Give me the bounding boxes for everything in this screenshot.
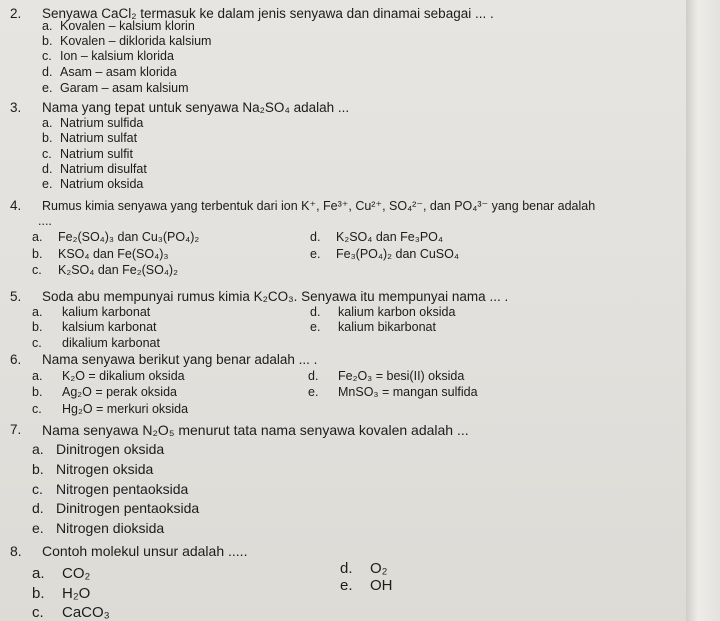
question-text: Senyawa CaCl₂ termasuk ke dalam jenis senyawa dan dinamai sebagai ... .	[42, 6, 494, 21]
q6-option-c: c. Hg₂O = merkuri oksida	[32, 402, 189, 416]
q7-option-c: c. Nitrogen pentaoksida	[32, 481, 189, 497]
q3-option-b: b. Natrium sulfat	[42, 131, 138, 145]
question-text: Rumus kimia senyawa yang terbentuk dari ion K⁺, Fe³⁺, Cu²⁺, SO₄²⁻, dan PO₄³⁻ yang benar adalah	[42, 199, 596, 213]
page-edge	[686, 0, 720, 621]
q5-option-d: d. kalium karbon oksida	[310, 305, 456, 319]
question-number: 5.	[10, 289, 22, 304]
q4-option-a: a. Fe₂(SO₄)₃ dan Cu₃(PO₄)₂	[32, 230, 200, 244]
q4-option-e: e. Fe₃(PO₄)₂ dan CuSO₄	[310, 247, 459, 261]
q5-option-e: e. kalium bikarbonat	[310, 320, 436, 334]
q3-option-e: e. Natrium oksida	[42, 177, 144, 191]
question-text: Nama senyawa berikut yang benar adalah ... .	[42, 352, 318, 367]
q5-option-c: c. dikalium karbonat	[32, 336, 160, 350]
q7-option-d: d. Dinitrogen pentaoksida	[32, 500, 200, 516]
q4-option-c: c. K₂SO₄ dan Fe₂(SO₄)₂	[32, 263, 178, 277]
question-number: 8.	[10, 543, 22, 559]
q6-option-a: a. K₂O = dikalium oksida	[32, 369, 185, 383]
q5-option-a: a. kalium karbonat	[32, 305, 151, 319]
question-number: 6.	[10, 352, 22, 367]
q7-option-a: a. Dinitrogen oksida	[32, 441, 165, 457]
q6-option-b: b. Ag₂O = perak oksida	[32, 385, 177, 399]
q3-option-c: c. Natrium sulfit	[42, 147, 133, 161]
q8-option-a: a. CO₂	[32, 565, 91, 582]
q7-option-b: b. Nitrogen oksida	[32, 461, 154, 477]
q3-option-d: d. Natrium disulfat	[42, 162, 147, 176]
q8-option-b: b. H₂O	[32, 585, 91, 602]
question-text: Contoh molekul unsur adalah .....	[42, 543, 248, 559]
q2-option-b: b. Kovalen – diklorida kalsium	[42, 34, 212, 48]
q8-option-d: d. O₂	[340, 560, 388, 577]
question-text: Soda abu mempunyai rumus kimia K₂CO₃. Senyawa itu mempunyai nama ... .	[42, 289, 509, 304]
question-text: Nama yang tepat untuk senyawa Na₂SO₄ adalah ...	[42, 100, 350, 115]
question-number: 3.	[10, 100, 22, 115]
question-number: 2.	[10, 6, 22, 21]
q6-option-d: d. Fe₂O₃ = besi(II) oksida	[308, 369, 465, 383]
q4-option-d: d. K₂SO₄ dan Fe₃PO₄	[310, 230, 443, 244]
question-number: 7.	[10, 422, 22, 437]
q6-option-e: e. MnSO₃ = mangan sulfida	[308, 385, 478, 399]
q8-option-e: e. OH	[340, 577, 393, 594]
q4-option-b: b. KSO₄ dan Fe(SO₄)₃	[32, 247, 169, 261]
q8-option-c: c. CaCO₃	[32, 604, 110, 621]
q5-option-b: b. kalsium karbonat	[32, 320, 157, 334]
q2-option-a: a. Kovalen – kalsium klorin	[42, 19, 195, 33]
question-text: Nama senyawa N₂O₅ menurut tata nama senyawa kovalen adalah ...	[42, 422, 469, 438]
q2-option-e: e. Garam – asam kalsium	[42, 81, 189, 95]
q4-dots: ....	[38, 214, 52, 228]
q7-option-e: e. Nitrogen dioksida	[32, 520, 165, 536]
q2-option-d: d. Asam – asam klorida	[42, 65, 177, 79]
question-number: 4.	[10, 198, 22, 213]
q3-option-a: a. Natrium sulfida	[42, 116, 144, 130]
q2-option-c: c. Ion – kalsium klorida	[42, 49, 174, 63]
